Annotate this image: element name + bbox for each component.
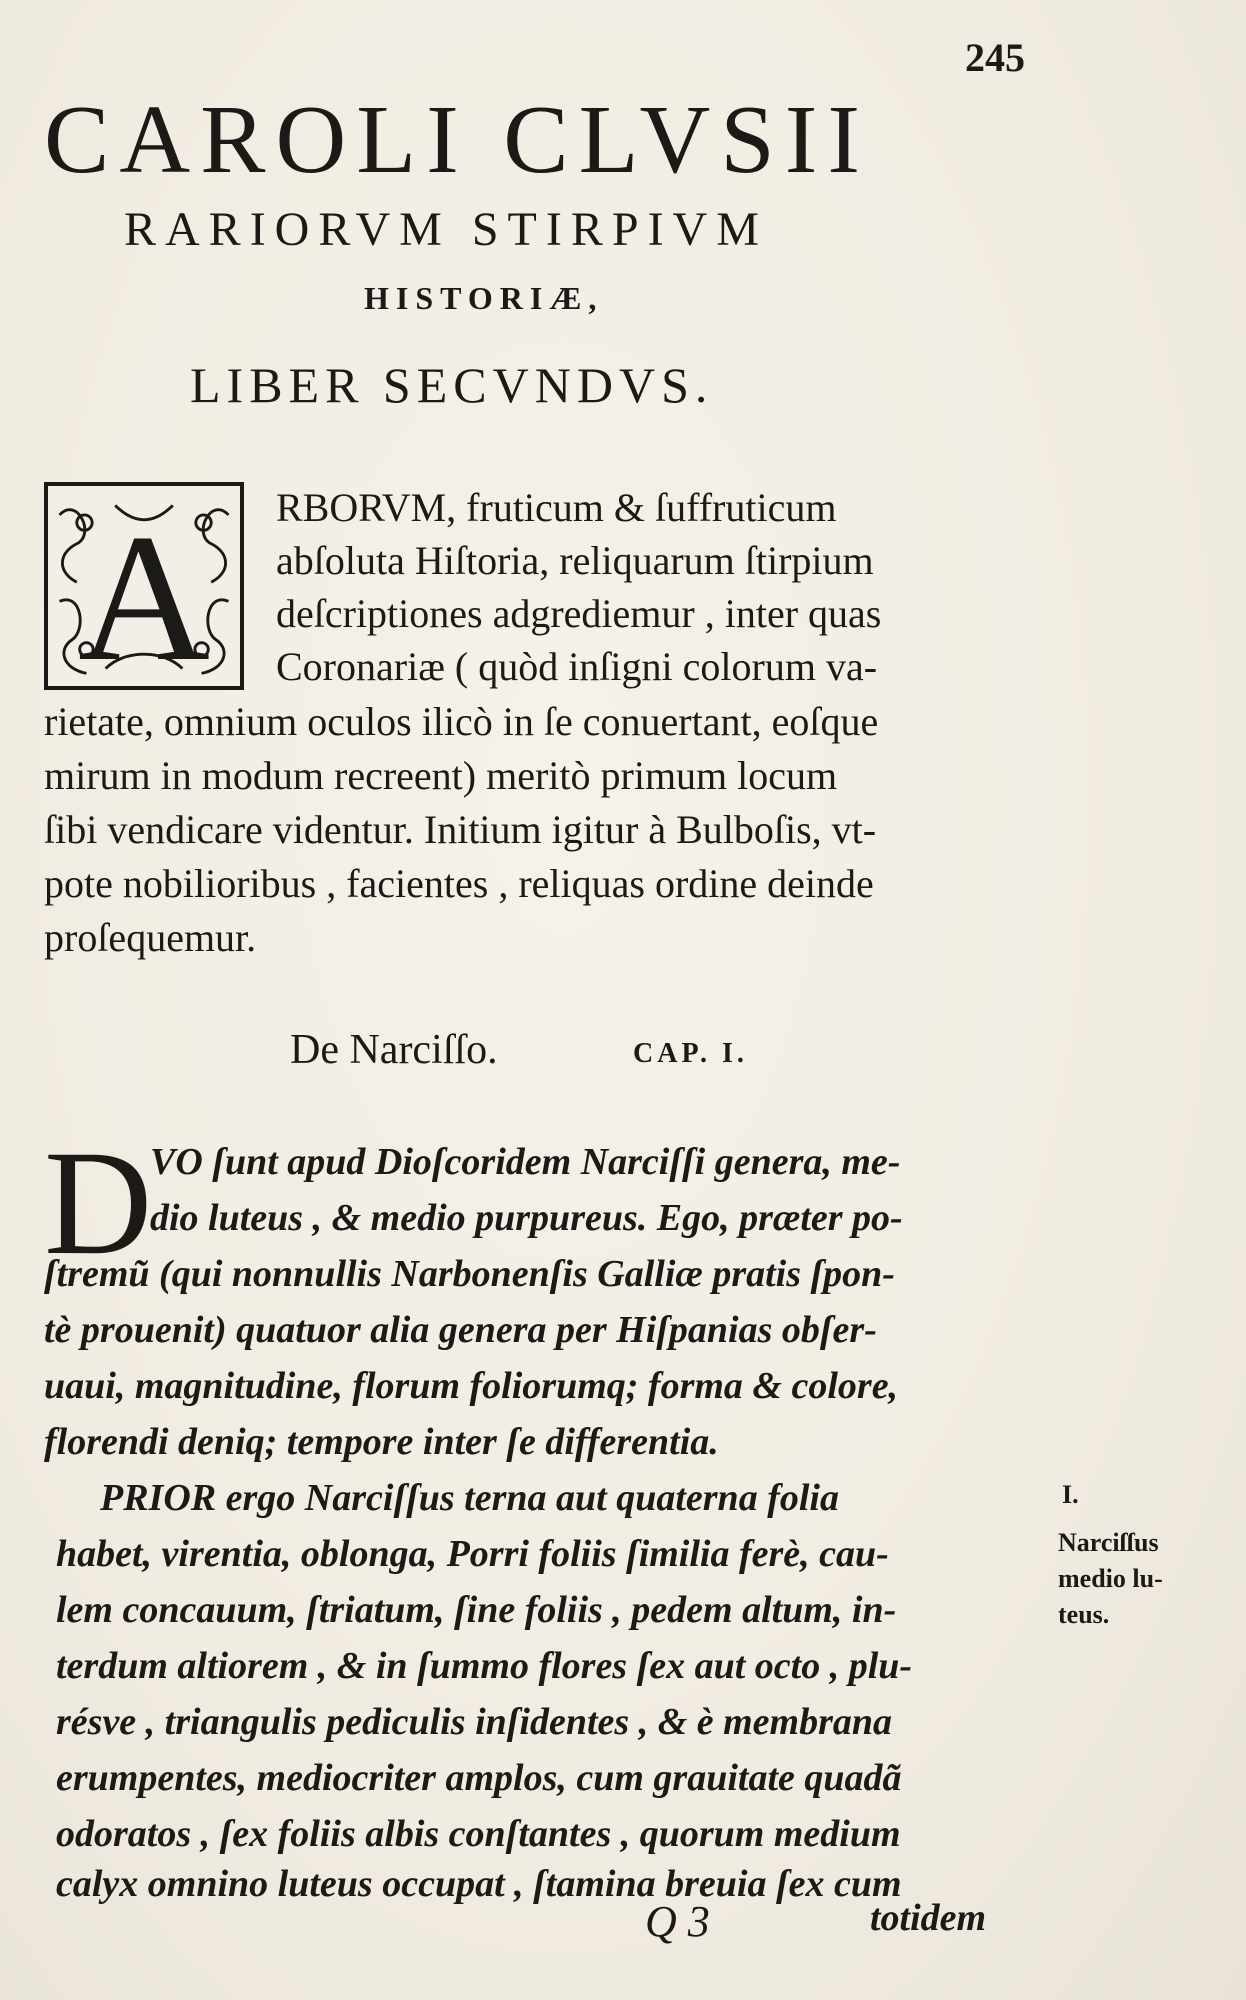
para1-line-6: florendi deniq; tempore inter ſe differentia. [44, 1421, 719, 1463]
intro-line-9: proſequemur. [44, 915, 257, 960]
ornament-icon [48, 486, 240, 686]
intro-line-7: ſibi vendicare videntur. Initium igitur à Bulboſis, vt- [44, 807, 877, 852]
intro-line-4: Coronariæ ( quòd inſigni colorum va- [276, 644, 878, 689]
intro-line-3: deſcriptiones adgrediemur , inter quas [276, 591, 882, 636]
para2-line-6: erumpentes, mediocriter amplos, cum grauitate quadã [56, 1757, 902, 1799]
para2-line-8: calyx omnino luteus occupat , ſtamina breuia ſex cum [56, 1863, 902, 1905]
intro-line-1: RBORVM, fruticum & ſuffruticum [276, 485, 837, 530]
page-number: 245 [965, 35, 1025, 80]
para1-line-5: uaui, magnitudine, florum foliorumq; forma & colore, [44, 1365, 899, 1407]
drop-cap-letter: A [78, 496, 210, 686]
intro-line-8: pote nobilioribus , facientes , reliquas ordine deinde [44, 861, 874, 906]
margin-note-line-3: teus. [1058, 1600, 1110, 1629]
chapter-heading: De Narciſſo. [290, 1027, 498, 1073]
title-author: CAROLI CLVSII [44, 86, 871, 194]
para2-line-1: PRIOR ergo Narciſſus terna aut quaterna folia [100, 1477, 839, 1519]
margin-note-number: I. [1062, 1480, 1079, 1509]
para1-line-4: tè prouenit) quatuor alia genera per Hiſpanias obſer- [44, 1309, 877, 1351]
chapter-number: CAP. I. [633, 1038, 748, 1069]
para2-line-5: résve , triangulis pediculis inſidentes , & è membrana [56, 1701, 893, 1743]
margin-note-line-1: Narciſſus [1058, 1528, 1159, 1557]
title-work: RARIORVM STIRPIVM [124, 203, 768, 256]
margin-note-line-2: medio lu- [1058, 1564, 1163, 1593]
para2-line-3: lem concauum, ſtriatum, ſine foliis , pedem altum, in- [56, 1589, 897, 1631]
intro-line-2: abſoluta Hiſtoria, reliquarum ſtirpium [276, 538, 874, 583]
drop-cap-d: D [44, 1120, 153, 1286]
para1-line-2: dio luteus , & medio purpureus. Ego, præter po- [150, 1197, 903, 1239]
ornamental-drop-cap [44, 482, 244, 690]
title-book: LIBER SECVNDVS. [190, 357, 714, 413]
para2-line-7: odoratos , ſex foliis albis conſtantes , quorum medium [56, 1813, 901, 1855]
intro-line-6: mirum in modum recreent) meritò primum locum [44, 753, 838, 798]
signature-mark: Q 3 [645, 1897, 710, 1946]
para2-line-2: habet, virentia, oblonga, Porri foliis ſimilia ferè, cau- [56, 1533, 889, 1575]
title-historiae: HISTORIÆ, [364, 280, 604, 316]
para1-line-1: VO ſunt apud Dioſcoridem Narciſſi genera, me- [150, 1141, 901, 1183]
intro-line-5: rietate, omnium oculos ilicò in ſe conuertant, eoſque [44, 699, 879, 744]
catchword: totidem [870, 1897, 987, 1939]
para2-line-4: terdum altiorem , & in ſummo flores ſex aut octo , plu- [56, 1645, 913, 1687]
para1-line-3: ſtremũ (qui nonnullis Narbonenſis Galliæ pratis ſpon- [44, 1253, 895, 1295]
